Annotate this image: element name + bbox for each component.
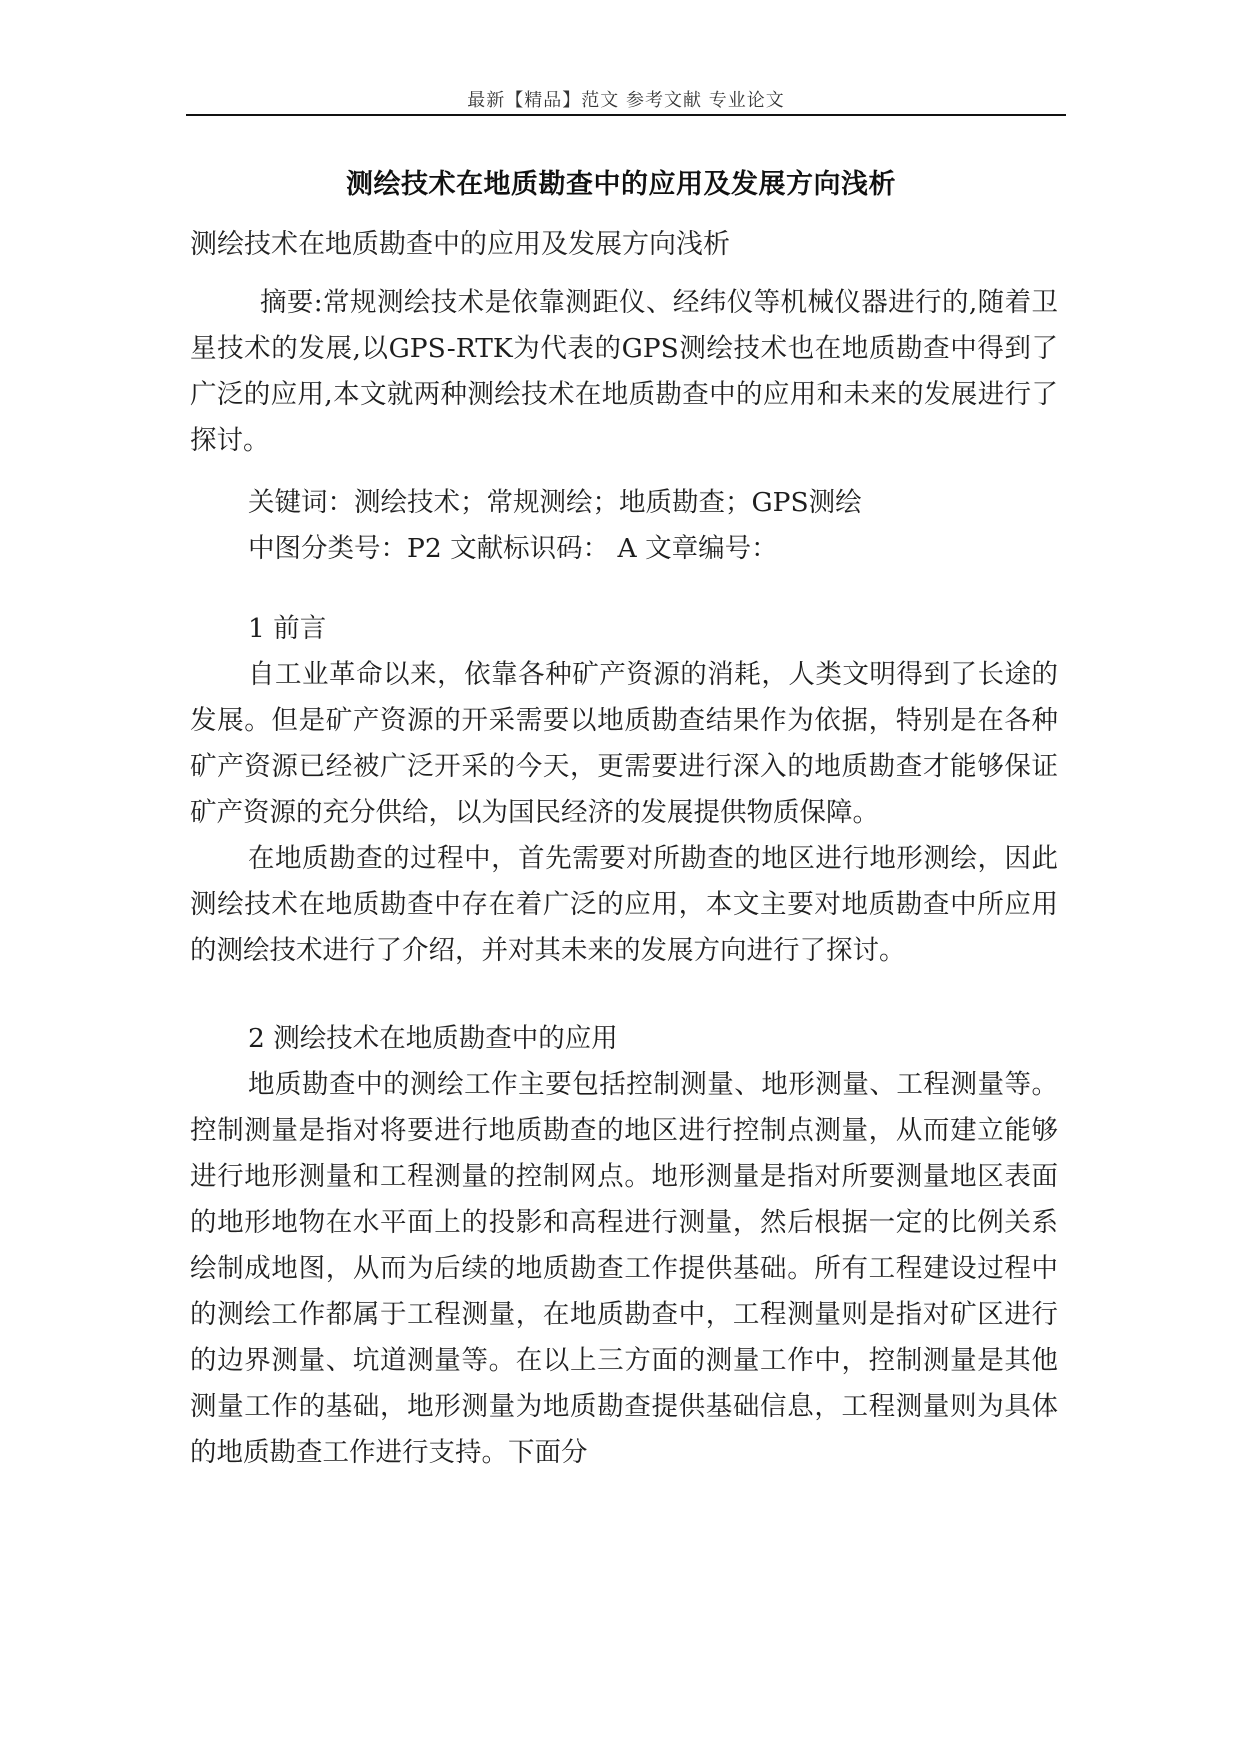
running-header: 最新【精品】范文 参考文献 专业论文 [467,90,785,111]
keywords-line: 关键词：测绘技术；常规测绘；地质勘查；GPS测绘 [248,487,862,518]
section-2-heading: 2 测绘技术在地质勘查中的应用 [248,1023,618,1054]
metadata-block [190,480,1058,572]
classification-line: 中图分类号：P2 文献标识码： A 文章编号： [248,533,778,564]
section-1-heading: 1 前言 [248,613,327,644]
abstract-block [190,280,1058,464]
section-2-paragraph-1: 地质勘查中的测绘工作主要包括控制测量、地形测量、工程测量等。控制测量是指对将要进行地质勘查的地区进行控制点测量，从而建立能够进行地形测量和工程测量的控制网点。地形测量是指对所要测量地区表面的地形地物在水平面上的投影和高程进行测量，然后根据一定的比例关系绘制成地图，从而为后续的地质勘查工作提供基础。所有工程建设过程中的测绘工作都属于工程测量，在地质勘查中，工程测量则是指对矿区进行的边界测量、坑道测量等。在以上三方面的测量工作中，控制测量是其他测量工作的基础，地形测量为地质勘查提供基础信息，工程测量则为具体的地质勘查工作进行支持。下面分 [190,1069,1058,1468]
document-subtitle: 测绘技术在地质勘查中的应用及发展方向浅析 [190,229,730,260]
section-2 [190,1016,1058,1476]
header-rule [186,114,1066,116]
abstract-paragraph: 摘要:常规测绘技术是依靠测距仪、经纬仪等机械仪器进行的,随着卫星技术的发展,以GPS-RTK为代表的GPS测绘技术也在地质勘查中得到了广泛的应用,本文就两种测绘技术在地质勘查中的应用和未来的发展进行了探讨。 [190,287,1058,456]
document-title: 测绘技术在地质勘查中的应用及发展方向浅析 [346,169,896,200]
section-1-paragraph-2: 在地质勘查的过程中，首先需要对所勘查的地区进行地形测绘，因此测绘技术在地质勘查中存在着广泛的应用，本文主要对地质勘查中所应用的测绘技术进行了介绍，并对其未来的发展方向进行了探讨。 [190,843,1058,966]
section-1-paragraph-1: 自工业革命以来，依靠各种矿产资源的消耗，人类文明得到了长途的发展。但是矿产资源的开采需要以地质勘查结果作为依据，特别是在各种矿产资源已经被广泛开采的今天，更需要进行深入的地质勘查才能够保证矿产资源的充分供给，以为国民经济的发展提供物质保障。 [190,659,1058,828]
section-1 [190,606,1058,974]
